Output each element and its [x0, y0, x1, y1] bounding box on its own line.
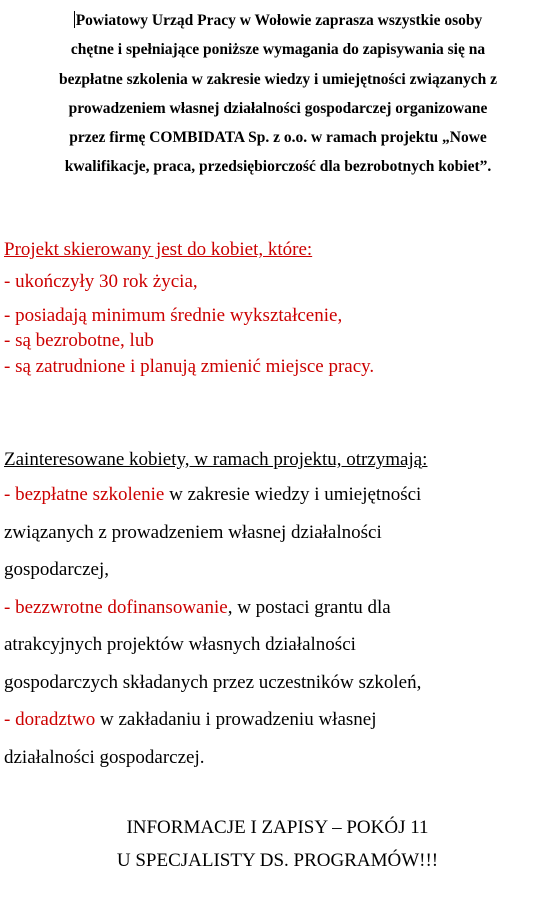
benefit-training-line: związanych z prowadzeniem własnej działalności	[4, 521, 382, 543]
benefit-advice-line: - doradztwo w zakładaniu i prowadzeniu własnej	[4, 709, 377, 730]
text-cursor	[74, 11, 75, 28]
requirement-item: - są zatrudnione i planują zmienić miejsce pracy.	[4, 356, 375, 377]
intro-line: przez firmę COMBIDATA Sp. z o.o. w ramach projektu „Nowe	[69, 129, 487, 147]
intro-paragraph	[6, 6, 550, 182]
footer-line: INFORMACJE I ZAPISY – POKÓJ 11	[126, 817, 429, 838]
requirement-item: - ukończyły 30 rok życia,	[4, 271, 198, 292]
intro-line: chętne i spełniające poniższe wymagania do zapisywania się na	[70, 41, 486, 59]
benefit-training-line: gospodarczej,	[4, 559, 109, 580]
benefit-training-line: - bezpłatne szkolenie w zakresie wiedzy i umiejętności	[4, 484, 422, 505]
intro-line: bezpłatne szkolenia w zakresie wiedzy i umiejętności związanych z	[59, 70, 497, 88]
benefit-grant-highlight: bezzwrotne dofinansowanie	[15, 596, 228, 618]
benefits-heading: Zainteresowane kobiety, w ramach projektu, otrzymają:	[4, 449, 428, 470]
benefit-grant-line: gospodarczych składanych przez uczestników szkoleń,	[4, 671, 422, 693]
benefit-training-highlight: bezpłatne szkolenie	[15, 484, 165, 505]
intro-line: prowadzeniem własnej działalności gospodarczej organizowane	[68, 99, 488, 117]
intro-line: Powiatowy Urząd Pracy w Wołowie zaprasza wszystkie osoby	[75, 12, 483, 29]
target-group-heading: Projekt skierowany jest do kobiet, które:	[4, 239, 313, 260]
footer-line: U SPECJALISTY DS. PROGRAMÓW!!!	[116, 850, 439, 871]
footer-info	[0, 811, 555, 877]
benefits-section	[4, 444, 552, 776]
requirement-item: - są bezrobotne, lub	[4, 330, 154, 351]
target-group-section	[4, 234, 552, 380]
intro-line: kwalifikacje, praca, przedsiębiorczość dla bezrobotnych kobiet”.	[64, 158, 492, 176]
benefit-grant-line: - bezzwrotne dofinansowanie, w postaci grantu dla	[4, 596, 391, 618]
benefit-grant-line: atrakcyjnych projektów własnych działalności	[4, 634, 356, 655]
benefit-advice-highlight: doradztwo	[15, 709, 96, 730]
requirement-item: - posiadają minimum średnie wykształcenie,	[4, 305, 343, 326]
benefit-advice-line: działalności gospodarczej.	[4, 746, 205, 768]
